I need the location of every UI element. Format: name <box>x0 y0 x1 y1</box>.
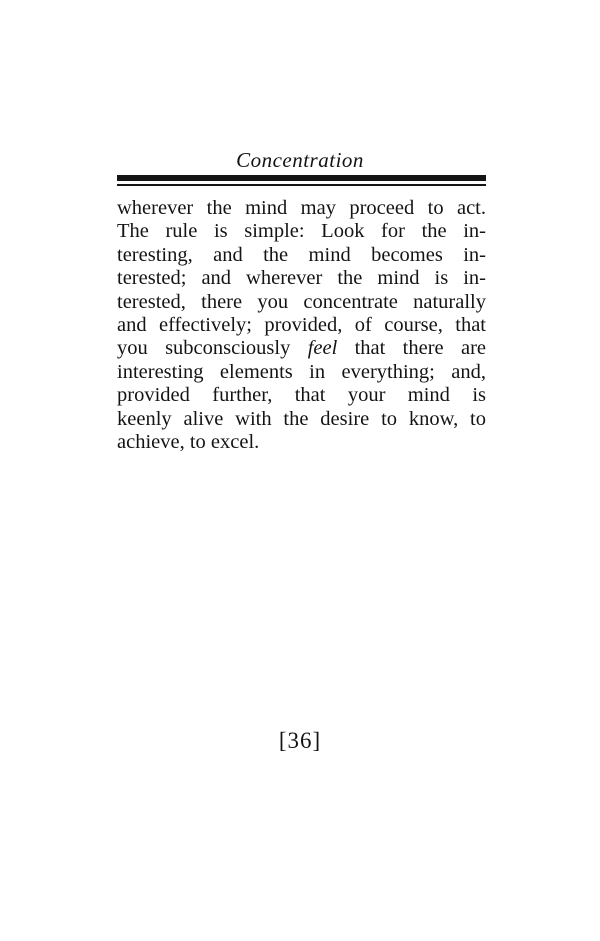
body-line: terested; and wherever the mind is in- <box>117 267 486 290</box>
body-line: achieve, to excel. <box>117 430 260 453</box>
body-line: wherever the mind may proceed to act. <box>117 197 486 219</box>
body-line-text: that there are <box>337 337 486 360</box>
header-rule-thin <box>117 184 486 186</box>
body-line <box>117 337 486 360</box>
body-line-text: you subconsciously <box>117 337 308 360</box>
body-line: The rule is simple: Look for the in- <box>117 220 486 243</box>
body-line: and effectively; provided, of course, that <box>117 313 486 336</box>
emphasized-word: feel <box>307 337 338 360</box>
page-number: [36] <box>278 728 322 753</box>
header-rule-thick <box>117 175 486 181</box>
body-line: provided further, that your mind is <box>117 384 486 407</box>
body-line: teresting, and the mind becomes in- <box>117 243 486 266</box>
body-line: terested, there you concentrate naturally <box>117 290 486 313</box>
body-line: keenly alive with the desire to know, to <box>117 407 486 430</box>
body-paragraph <box>117 197 486 454</box>
body-line: interesting elements in everything; and, <box>117 360 486 383</box>
running-head: Concentration <box>236 148 364 172</box>
